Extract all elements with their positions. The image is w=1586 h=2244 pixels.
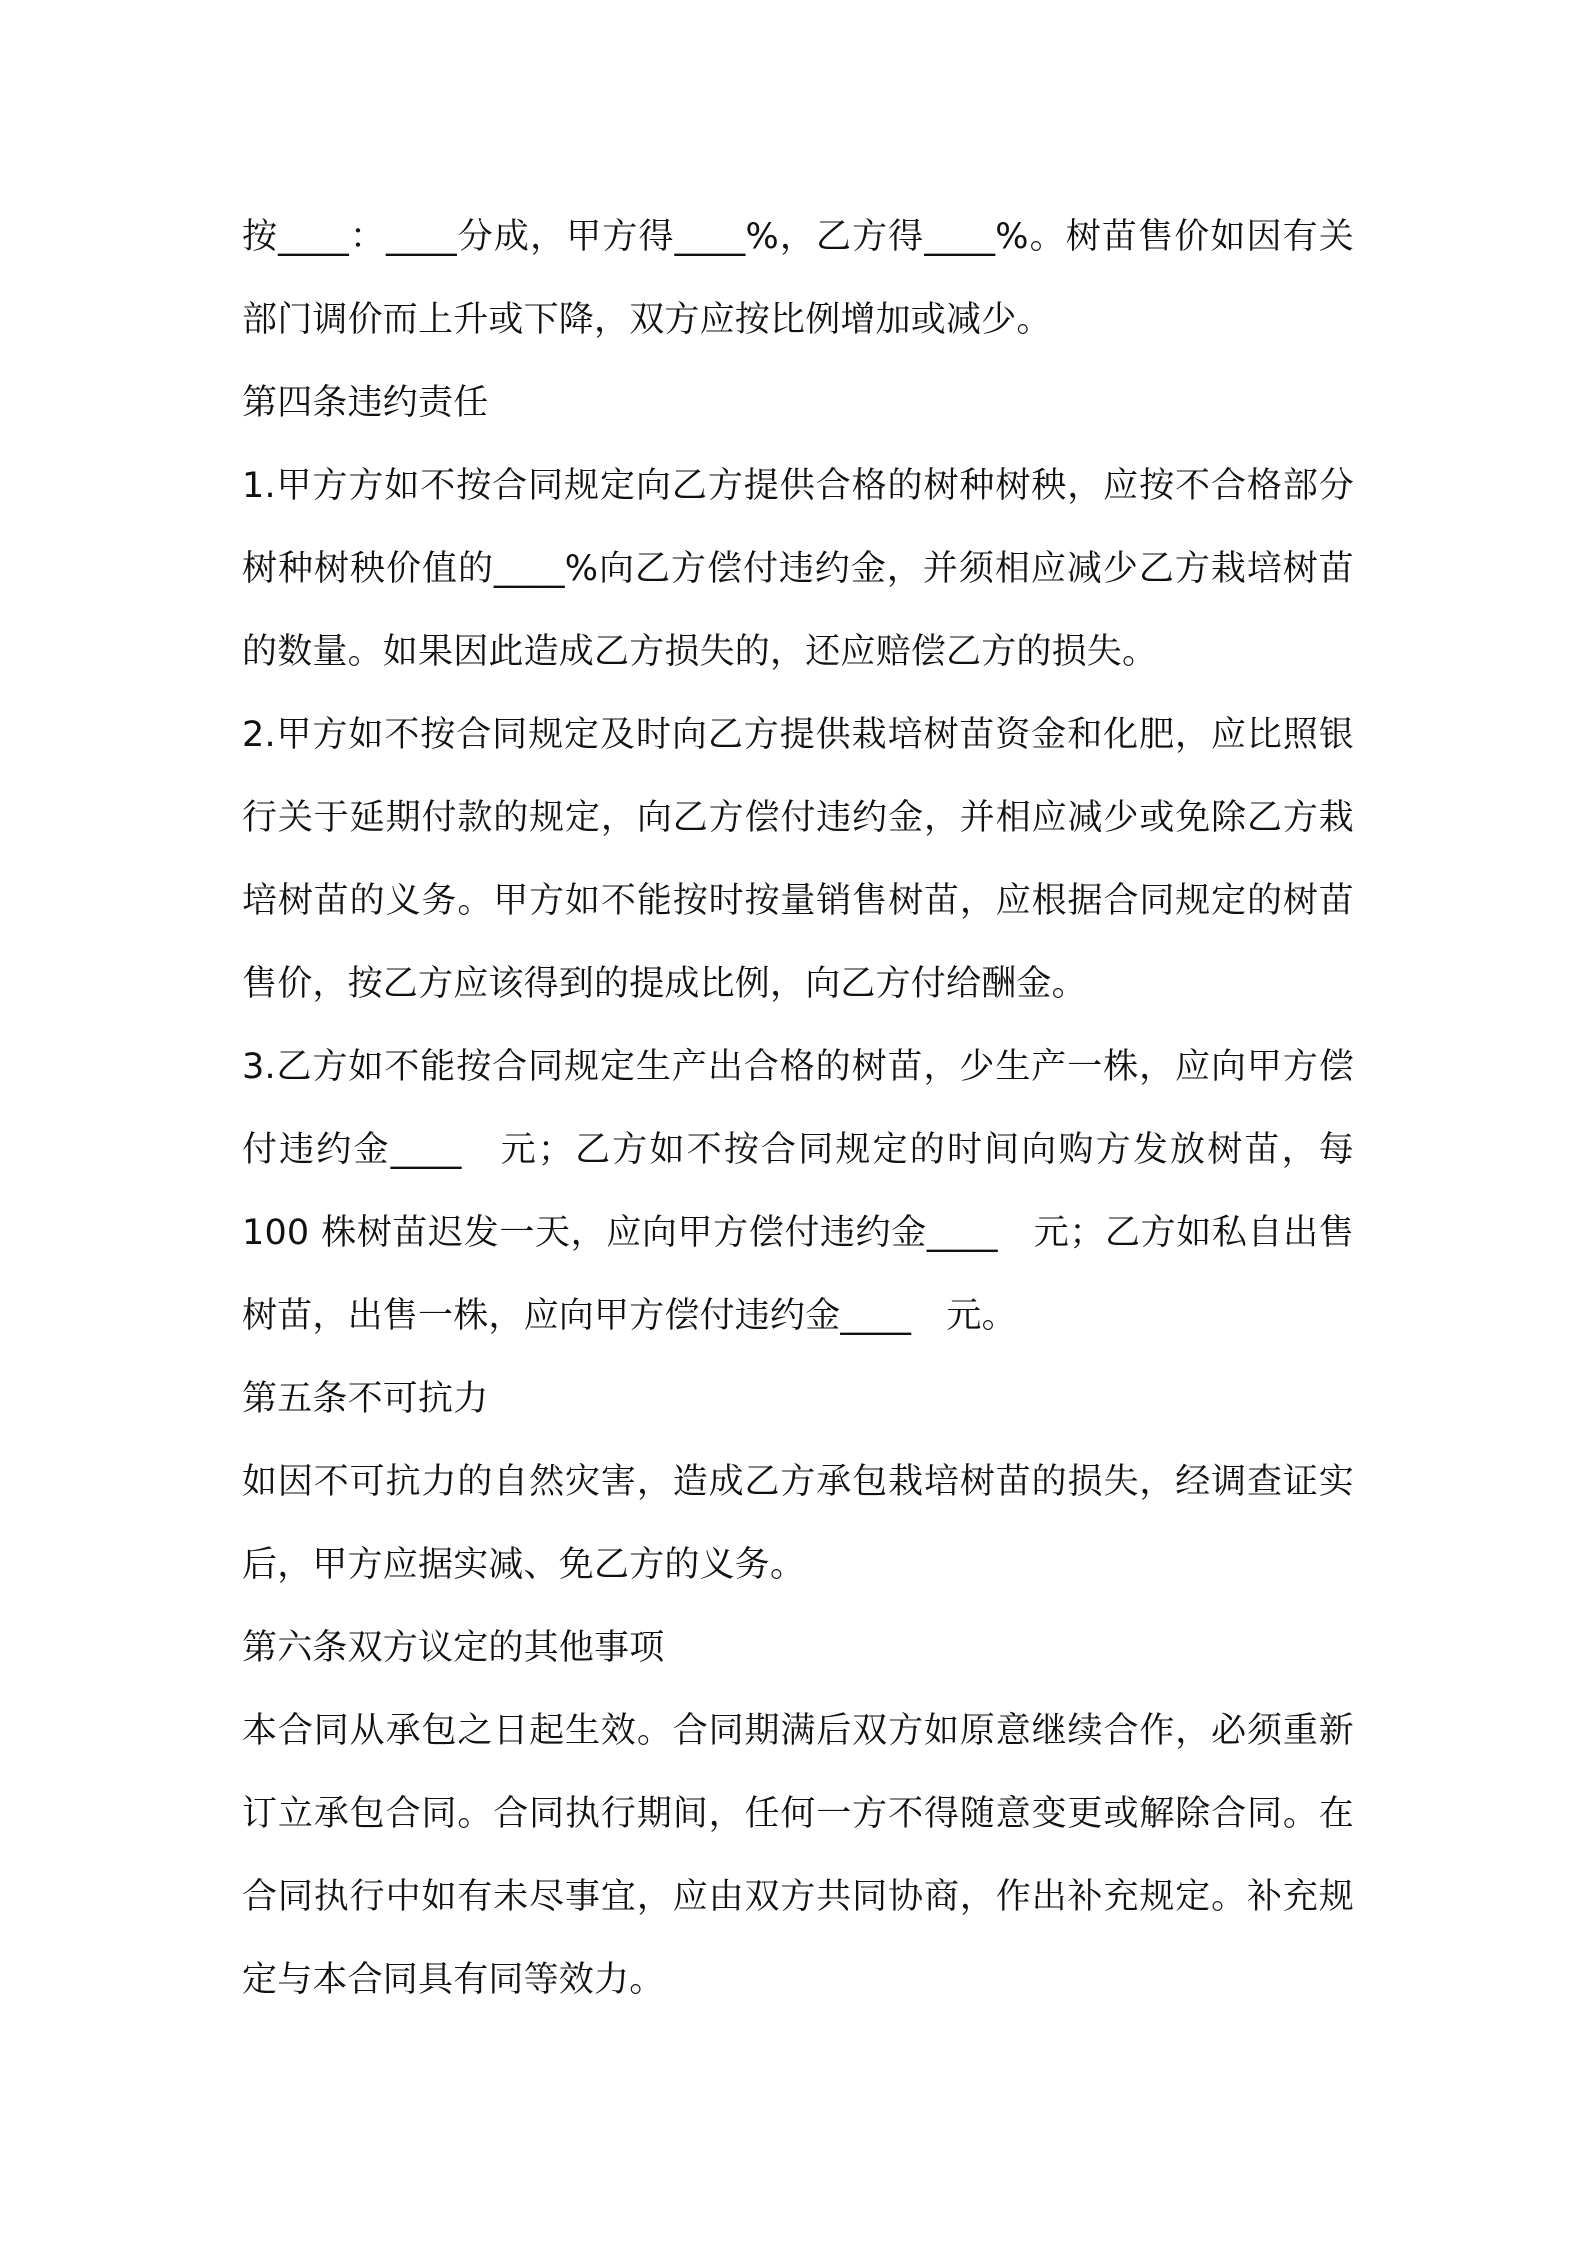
paragraph-article-4-clause-3: 3.乙方如不能按合同规定生产出合格的树苗，少生产一株，应向甲方偿付违约金____ 元；乙方如不按合同规定的时间向购方发放树苗，每 100 株树苗迟发一天，应向甲方偿付违约金____ 元；乙方如私自出售树苗，出售一株，应向甲方偿付违约金____ 元。: [242, 1047, 1366, 1336]
paragraph-article-6: 本合同从承包之日起生效。合同期满后双方如原意继续合作，必须重新订立承包合同。合同执行期间，任何一方不得随意变更或解除合同。在合同执行中如有未尽事宜，应由双方共同协商，作出补充规定。补充规定与本合同具有同等效力。: [242, 1711, 1354, 2000]
heading-article-6: 第六条双方议定的其他事项: [242, 1628, 665, 1668]
paragraph-article-5: 如因不可抗力的自然灾害，造成乙方承包栽培树苗的损失，经调查证实后，甲方应据实减、免乙方的义务。: [242, 1462, 1354, 1585]
heading-article-4: 第四条违约责任: [242, 383, 489, 423]
document-body: [242, 196, 1366, 2022]
paragraph-article-4-clause-1: 1.甲方方如不按合同规定向乙方提供合格的树种树秧，应按不合格部分树种树秧价值的____%向乙方偿付违约金，并须相应减少乙方栽培树苗的数量。如果因此造成乙方损失的，还应赔偿乙方的损失。: [242, 466, 1354, 672]
paragraph-article-4-clause-2: 2.甲方如不按合同规定及时向乙方提供栽培树苗资金和化肥，应比照银行关于延期付款的规定，向乙方偿付违约金，并相应减少或免除乙方栽培树苗的义务。甲方如不能按时按量销售树苗，应根据合同规定的树苗售价，按乙方应该得到的提成比例，向乙方付给酬金。: [242, 715, 1354, 1004]
paragraph-profit-split: 按____：____分成，甲方得____%，乙方得____%。树苗售价如因有关部门调价而上升或下降，双方应按比例增加或减少。: [242, 217, 1354, 340]
heading-article-5: 第五条不可抗力: [242, 1379, 489, 1419]
